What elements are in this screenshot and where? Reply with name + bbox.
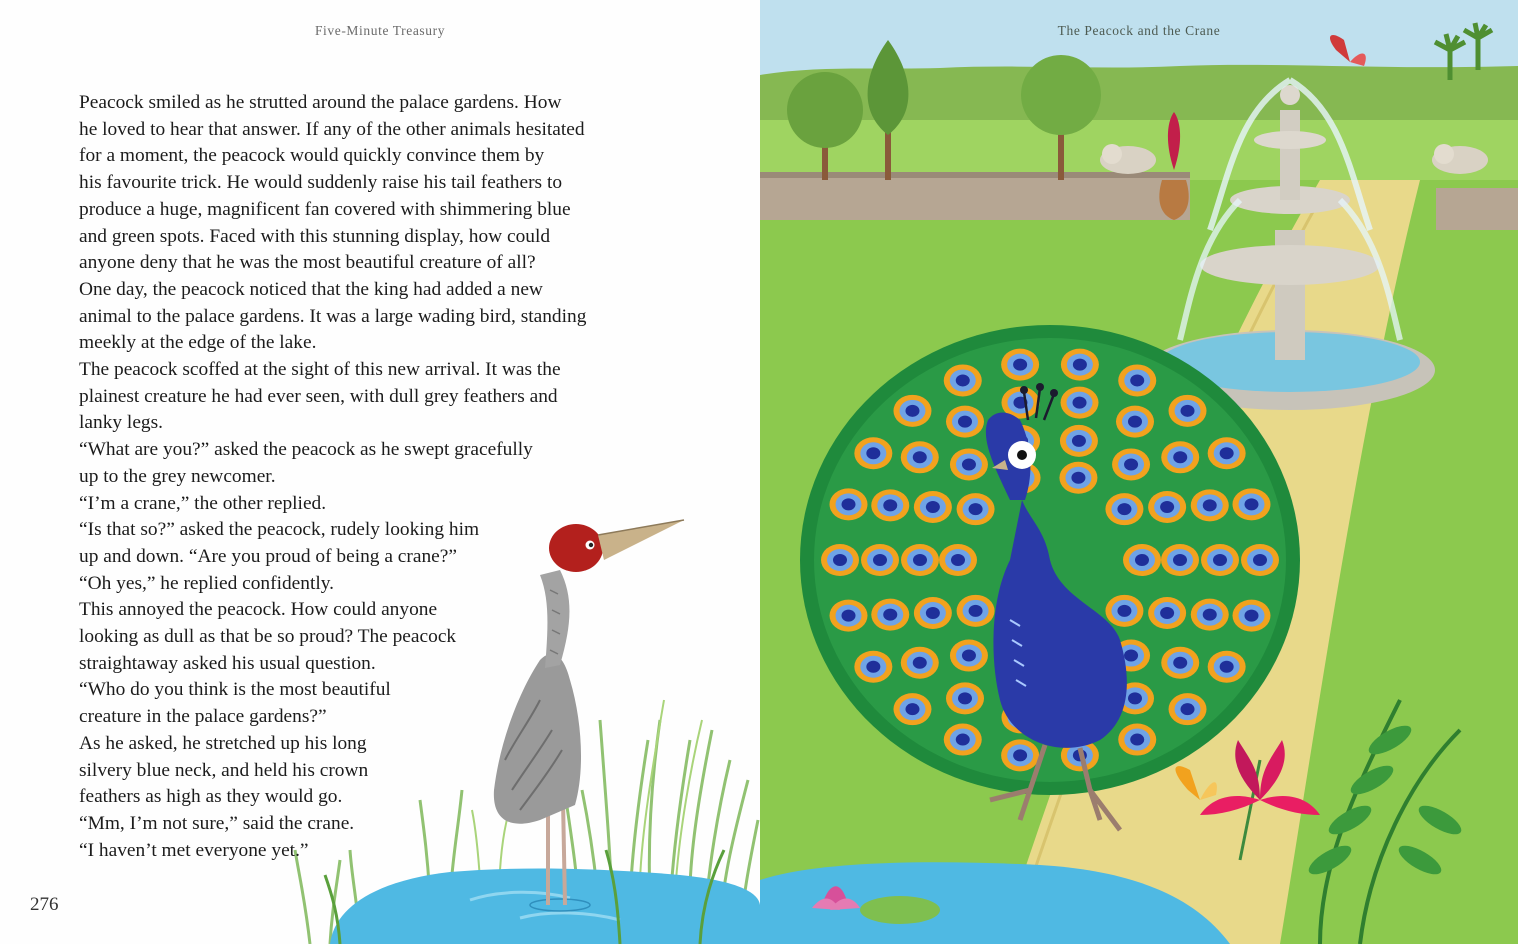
feather-eye-center xyxy=(1013,359,1027,371)
feather-eye-center xyxy=(1244,610,1258,622)
story-line: looking as dull as that be so proud? The peacock xyxy=(79,626,457,648)
story-line: silvery blue neck, and held his crown xyxy=(79,759,369,781)
story-line: meekly at the edge of the lake. xyxy=(79,332,317,354)
feather-eye-center xyxy=(1173,554,1187,566)
story-line: up to the grey newcomer. xyxy=(79,465,276,487)
story-line: animal to the palace gardens. It was a large wading bird, standing xyxy=(79,305,587,327)
feather-eye-center xyxy=(1173,451,1187,463)
feather-eye-center xyxy=(1244,498,1258,510)
story-line: feathers as high as they would go. xyxy=(79,786,343,808)
story-line: “I’m a crane,” the other replied. xyxy=(79,492,327,514)
feather-eye-center xyxy=(1128,416,1142,428)
story-text xyxy=(79,90,679,864)
feather-eye-center xyxy=(926,501,940,513)
story-line: “I haven’t met everyone yet.” xyxy=(79,839,309,861)
story-line: anyone deny that he was the most beautiful creature of all? xyxy=(79,252,536,274)
feather-eye-center xyxy=(1135,554,1149,566)
feather-eye-center xyxy=(1160,501,1174,513)
story-line: “What are you?” asked the peacock as he swept gracefully xyxy=(79,439,533,461)
story-line: up and down. “Are you proud of being a crane?” xyxy=(79,545,457,567)
feather-eye-center xyxy=(1128,692,1142,704)
feather-eye-center xyxy=(956,374,970,386)
left-running-head: Five-Minute Treasury xyxy=(314,23,446,38)
feather-eye-center xyxy=(1124,650,1138,662)
story-line: Peacock smiled as he strutted around the palace gardens. How xyxy=(79,92,562,113)
feather-eye-center xyxy=(1213,554,1227,566)
feather-eye-center xyxy=(1130,734,1144,746)
feather-eye-center xyxy=(866,661,880,673)
feather-eye-center xyxy=(866,447,880,459)
feather-eye-center xyxy=(958,692,972,704)
feather-eye-center xyxy=(1124,458,1138,470)
feather-eye-center xyxy=(842,610,856,622)
story-line: his favourite trick. He would suddenly raise his tail feathers to xyxy=(79,172,563,194)
garden-scene xyxy=(760,0,1518,944)
feather-eye-center xyxy=(913,657,927,669)
feather-eye-center xyxy=(1203,499,1217,511)
feather-eye-center xyxy=(962,458,976,470)
feather-eye-center xyxy=(1203,609,1217,621)
feather-eye-center xyxy=(842,498,856,510)
story-line: produce a huge, magnificent fan covered with shimmering blue xyxy=(79,198,571,220)
story-line: lanky legs. xyxy=(79,412,164,434)
feather-eye-center xyxy=(1130,374,1144,386)
story-line: One day, the peacock noticed that the king had added a new xyxy=(79,278,543,300)
story-line: straightaway asked his usual question. xyxy=(79,652,376,674)
feather-eye-center xyxy=(962,650,976,662)
feather-eye-center xyxy=(913,554,927,566)
feather-eye-center xyxy=(1072,435,1086,447)
feather-eye-center xyxy=(969,503,983,515)
story-line: creature in the palace gardens?” xyxy=(79,706,327,728)
story-line: he loved to hear that answer. If any of the other animals hesitated xyxy=(79,118,585,140)
feather-eye-center xyxy=(1073,359,1087,371)
feather-eye-center xyxy=(956,734,970,746)
feather-eye-center xyxy=(926,607,940,619)
story-line: “Who do you think is the most beautiful xyxy=(79,679,391,701)
story-line: “Is that so?” asked the peacock, rudely looking him xyxy=(79,519,480,541)
feather-eye-center xyxy=(951,554,965,566)
feather-eye-center xyxy=(1220,661,1234,673)
feather-eye-center xyxy=(1071,472,1085,484)
story-line: for a moment, the peacock would quickly convince them by xyxy=(79,145,545,167)
story-line: and green spots. Faced with this stunning display, how could xyxy=(79,225,551,247)
feather-eye-center xyxy=(833,554,847,566)
feather-eye-center xyxy=(1181,703,1195,715)
feather-eye-center xyxy=(1253,554,1267,566)
feather-eye-center xyxy=(883,609,897,621)
feather-eye-center xyxy=(1073,397,1087,409)
right-page-illustration xyxy=(760,0,1518,944)
feather-eye-center xyxy=(873,554,887,566)
feather-eye-center xyxy=(883,499,897,511)
feather-eye-center xyxy=(1117,605,1131,617)
story-line: plainest creature he had ever seen, with dull grey feathers and xyxy=(79,385,558,407)
story-line: “Mm, I’m not sure,” said the crane. xyxy=(79,812,355,834)
right-running-head: The Peacock and the Crane xyxy=(1057,23,1221,38)
story-line: “Oh yes,” he replied confidently. xyxy=(79,572,335,594)
feather-eye-center xyxy=(958,416,972,428)
story-line: The peacock scoffed at the sight of this new arrival. It was the xyxy=(79,359,561,381)
feather-eye-center xyxy=(1013,749,1027,761)
feather-eye-center xyxy=(969,605,983,617)
feather-eye-center xyxy=(1117,503,1131,515)
feather-eye-center xyxy=(913,451,927,463)
feather-eye-center xyxy=(1181,405,1195,417)
feather-eye-center xyxy=(905,703,919,715)
page-number: 276 xyxy=(30,894,59,915)
story-line: As he asked, he stretched up his long xyxy=(79,732,367,754)
feather-eye-center xyxy=(1220,447,1234,459)
feather-eye-center xyxy=(905,405,919,417)
feather-eye-center xyxy=(1173,657,1187,669)
feather-eye-center xyxy=(1160,607,1174,619)
story-line: This annoyed the peacock. How could anyone xyxy=(79,599,438,621)
